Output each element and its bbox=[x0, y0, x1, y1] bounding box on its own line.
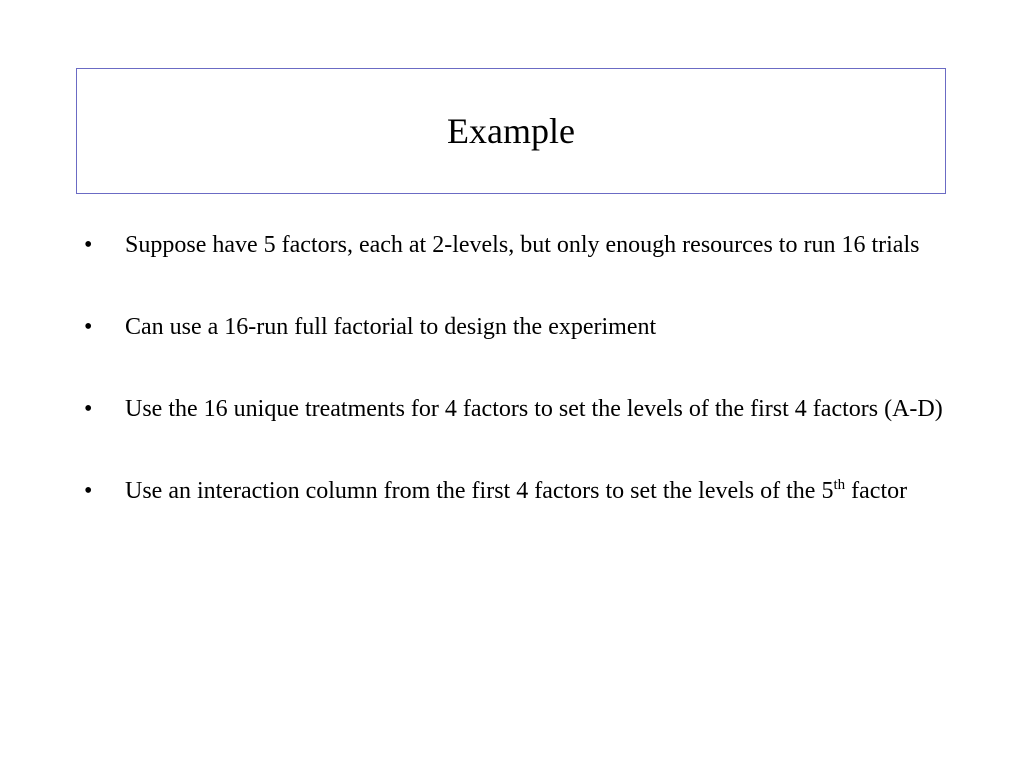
bullet-marker: • bbox=[84, 314, 93, 340]
bullet-marker: • bbox=[84, 478, 93, 504]
bullet-item bbox=[84, 474, 944, 508]
bullet-text-before: Use an interaction column from the first 4 factors to set the levels of the 5 bbox=[125, 478, 834, 504]
bullet-marker: • bbox=[84, 232, 93, 258]
ordinal-superscript: th bbox=[833, 477, 846, 493]
bullet-text bbox=[125, 478, 907, 504]
bullet-text: Suppose have 5 factors, each at 2-levels, but only enough resources to run 16 trials bbox=[125, 232, 920, 258]
bullet-item bbox=[84, 392, 944, 426]
title-box bbox=[76, 68, 946, 194]
bullet-list bbox=[84, 228, 944, 556]
bullet-item bbox=[84, 228, 944, 262]
bullet-text-after: factor bbox=[845, 478, 908, 504]
bullet-item bbox=[84, 310, 944, 344]
bullet-marker: • bbox=[84, 396, 93, 422]
slide-title: Example bbox=[447, 111, 575, 151]
bullet-text: Use the 16 unique treatments for 4 factors to set the levels of the first 4 factors (A-D) bbox=[125, 396, 943, 422]
bullet-text: Can use a 16-run full factorial to design the experiment bbox=[125, 314, 657, 340]
